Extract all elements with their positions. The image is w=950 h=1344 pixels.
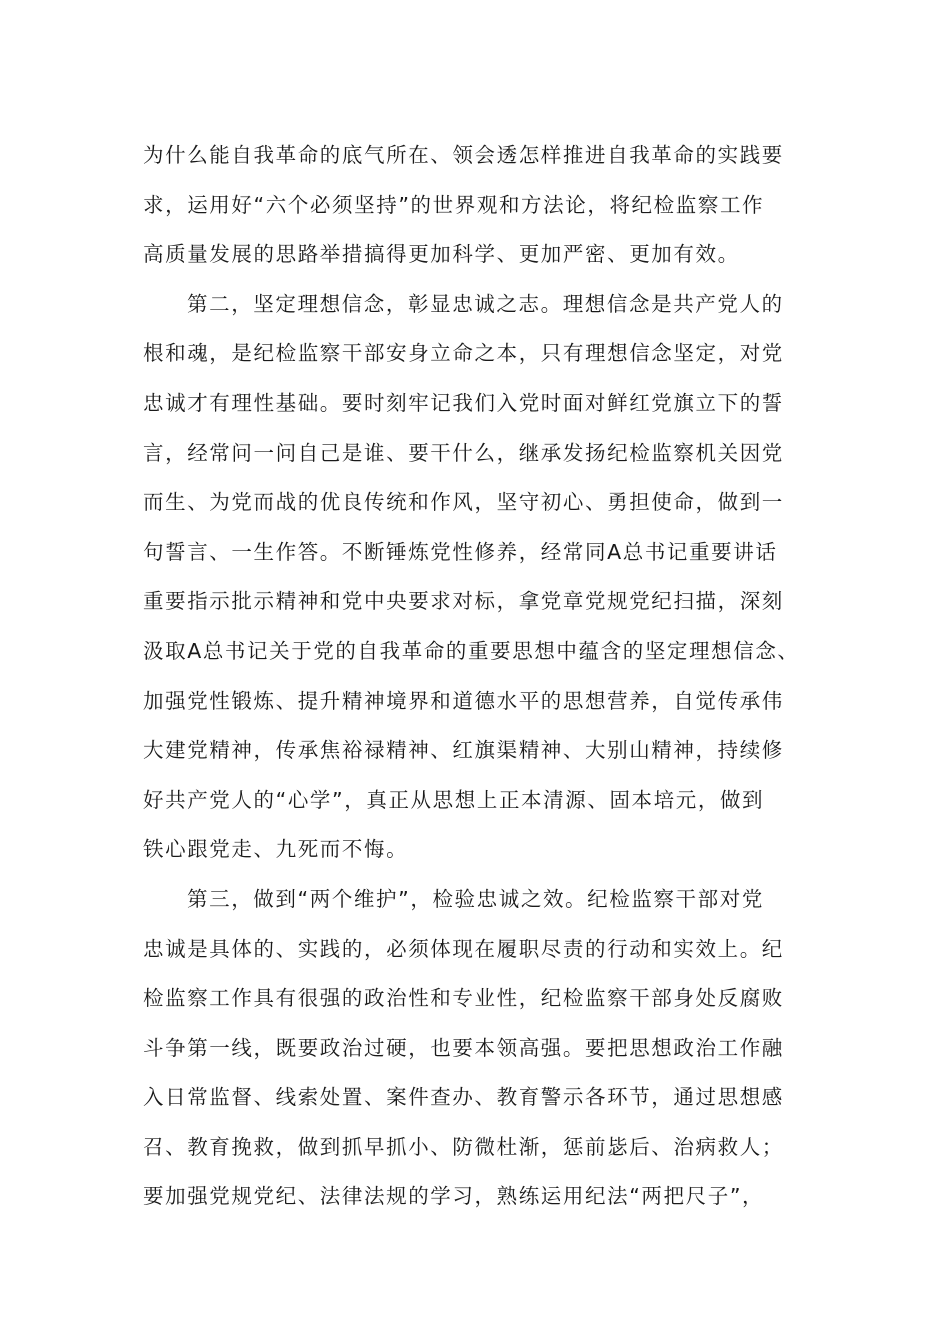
paragraph-continuation	[143, 131, 823, 280]
text-line: 加强党性锻炼、提升精神境界和道德水平的思想营养，自觉传承伟	[143, 688, 784, 713]
text-line: 大建党精神，传承焦裕禄精神、红旗渠精神、大别山精神，持续修	[143, 738, 784, 763]
text-line: 入日常监督、线索处置、案件查办、教育警示各环节，通过思想感	[143, 1085, 784, 1110]
text-line: 忠诚才有理性基础。要时刻牢记我们入党时面对鲜红党旗立下的誓	[143, 390, 784, 415]
text-line: 斗争第一线，既要政治过硬，也要本领高强。要把思想政治工作融	[143, 1035, 784, 1060]
text-line: 汲取A总书记关于党的自我革命的重要思想中蕴含的坚定理想信念、	[143, 638, 800, 663]
text-line: 铁心跟党走、九死而不悔。	[143, 837, 409, 862]
text-line: 好共产党人的“心学”，真正从思想上正本清源、固本培元，做到	[143, 787, 765, 812]
text-line: 根和魂，是纪检监察干部安身立命之本，只有理想信念坚定，对党	[143, 341, 784, 366]
text-line: 要加强党规党纪、法律法规的学习，熟练运用纪法“两把尺子”，	[143, 1184, 765, 1209]
body-text	[143, 131, 823, 1222]
text-line: 重要指示批示精神和党中央要求对标，拿党章党规党纪扫描，深刻	[143, 589, 784, 614]
paragraph-third-point	[143, 875, 823, 1222]
text-line: 而生、为党而战的优良传统和作风，坚守初心、勇担使命，做到一	[143, 490, 784, 515]
text-line: 言，经常问一问自己是谁、要干什么，继承发扬纪检监察机关因党	[143, 440, 784, 465]
text-line: 忠诚是具体的、实践的，必须体现在履职尽责的行动和实效上。纪	[143, 936, 784, 961]
text-line: 为什么能自我革命的底气所在、领会透怎样推进自我革命的实践要	[143, 143, 784, 167]
paragraph-second-point	[143, 280, 823, 875]
text-line: 求，运用好“六个必须坚持”的世界观和方法论，将纪检监察工作	[143, 192, 765, 217]
text-line: 句誓言、一生作答。不断锤炼党性修养，经常同A总书记重要讲话	[143, 539, 778, 564]
text-line-first: 第二，坚定理想信念，彰显忠诚之志。理想信念是共产党人的	[187, 291, 784, 316]
text-line: 高质量发展的思路举措搞得更加科学、更加严密、更加有效。	[143, 242, 740, 267]
text-line-first: 第三，做到“两个维护”，检验忠诚之效。纪检监察干部对党	[187, 886, 764, 911]
text-line: 召、教育挽救，做到抓早抓小、防微杜渐，惩前毖后、治病救人；	[143, 1134, 784, 1159]
text-line: 检监察工作具有很强的政治性和专业性，纪检监察干部身处反腐败	[143, 986, 784, 1011]
